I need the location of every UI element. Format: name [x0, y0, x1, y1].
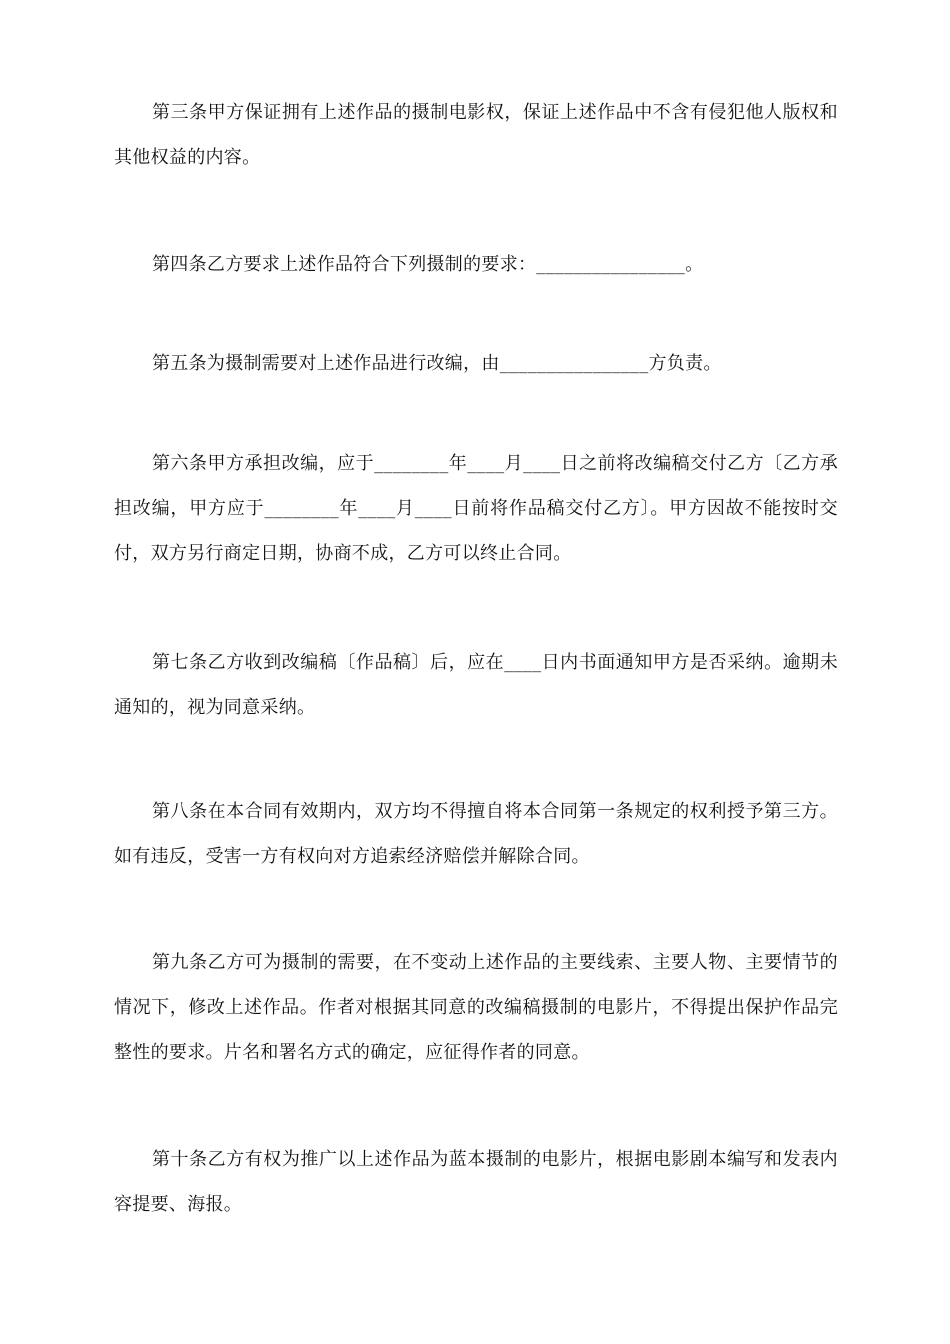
- clause-3-paragraph: 第三条甲方保证拥有上述作品的摄制电影权，保证上述作品中不含有侵犯他人版权和其他权益的内容。: [114, 102, 838, 168]
- clause-4-paragraph: 第四条乙方要求上述作品符合下列摄制的要求：________________。: [152, 254, 704, 275]
- clause-7-paragraph: 第七条乙方收到改编稿〔作品稿〕后，应在____日内书面通知甲方是否采纳。逾期未通知的，视为同意采纳。: [114, 652, 838, 718]
- clause-8-paragraph: 第八条在本合同有效期内，双方均不得擅自将本合同第一条规定的权利授予第三方。如有违反，受害一方有权向对方追索经济赔偿并解除合同。: [114, 801, 838, 867]
- clause-6-paragraph: 第六条甲方承担改编，应于________年____月____日之前将改编稿交付乙方〔乙方承担改编，甲方应于________年____月____日前将作品稿交付乙方〕。甲方因故不能按时交付，双方另行商定日期，协商不成，乙方可以终止合同。: [114, 453, 838, 564]
- clause-10-paragraph: 第十条乙方有权为推广以上述作品为蓝本摄制的电影片，根据电影剧本编写和发表内容提要、海报。: [114, 1149, 838, 1215]
- clause-9-paragraph: 第九条乙方可为摄制的需要，在不变动上述作品的主要线索、主要人物、主要情节的情况下，修改上述作品。作者对根据其同意的改编稿摄制的电影片，不得提出保护作品完整性的要求。片名和署名方式的确定，应征得作者的同意。: [114, 952, 838, 1063]
- clause-5-paragraph: 第五条为摄制需要对上述作品进行改编，由________________方负责。: [152, 353, 722, 374]
